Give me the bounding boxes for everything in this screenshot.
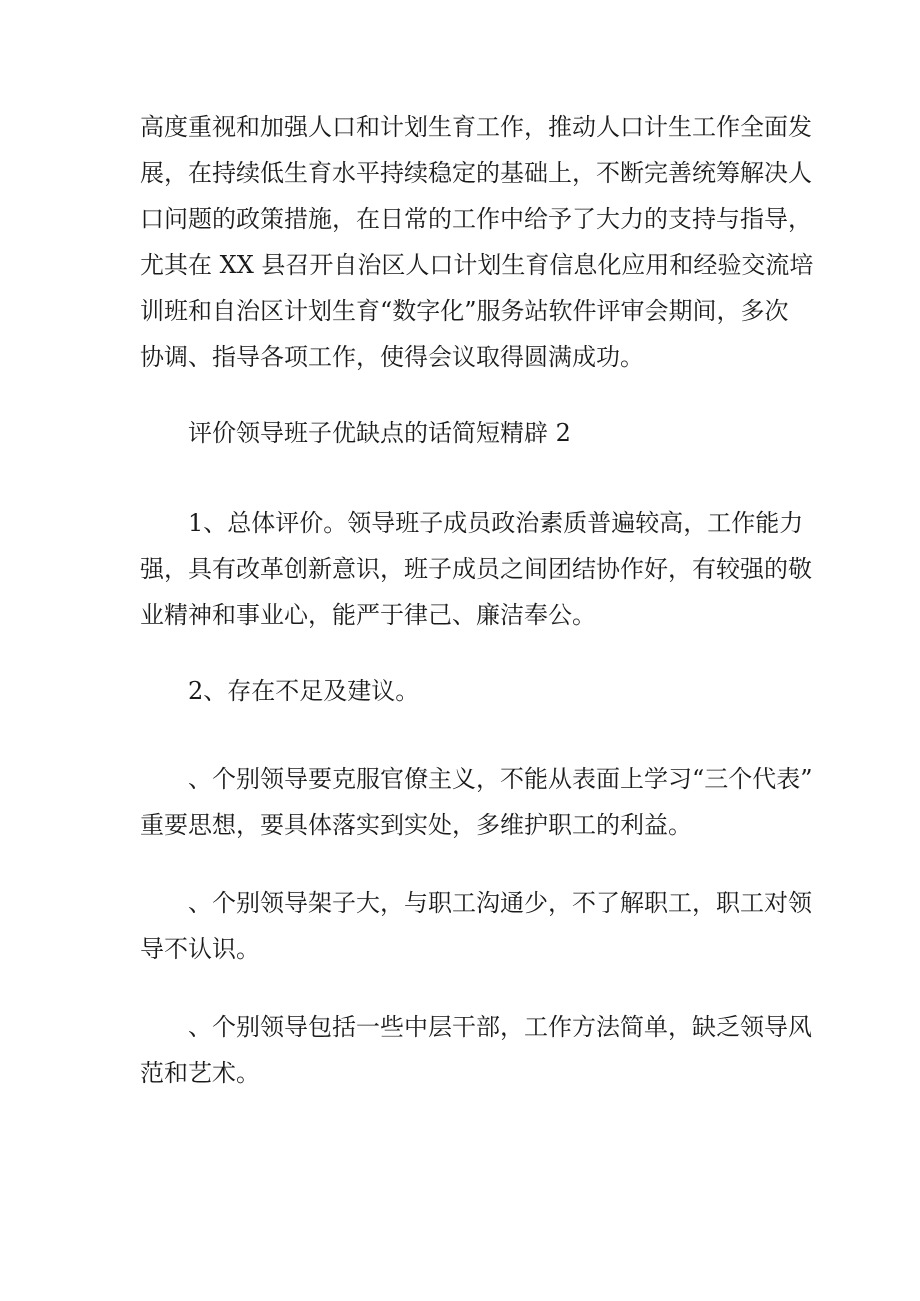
text-line: 强，具有改革创新意识，班子成员之间团结协作好，有较强的敬 <box>140 555 812 583</box>
overall-evaluation-paragraph <box>140 500 812 638</box>
shortcomings-paragraph <box>140 668 790 714</box>
text-line: 、个别领导包括一些中层干部，工作方法简单，缺乏领导风 <box>188 1013 812 1041</box>
section-heading <box>188 410 838 456</box>
text-line: 高度重视和加强人口和计划生育工作，推动人口计生工作全面发 <box>140 113 812 141</box>
bureaucracy-point-paragraph <box>140 756 813 848</box>
text-line: 训班和自治区计划生育“数字化”服务站软件评审会期间，多次 <box>140 297 789 325</box>
text-line: 、个别领导要克服官僚主义，不能从表面上学习“三个代表” <box>188 765 813 793</box>
text-line: 导不认识。 <box>140 935 260 963</box>
text-line: 协调、指导各项工作，使得会议取得圆满成功。 <box>140 343 644 371</box>
text-line: 2、存在不足及建议。 <box>188 677 420 705</box>
attitude-point-paragraph <box>140 880 812 972</box>
text-line: 1、总体评价。领导班子成员政治素质普遍较高，工作能力 <box>188 509 804 537</box>
heading-text: 评价领导班子优缺点的话简短精辟 2 <box>188 419 571 447</box>
text-line: 范和艺术。 <box>140 1059 260 1087</box>
text-line: 展，在持续低生育水平持续稳定的基础上，不断完善统筹解决人 <box>140 159 812 187</box>
intro-paragraph <box>140 104 814 380</box>
text-line: 尤其在 XX 县召开自治区人口计划生育信息化应用和经验交流培 <box>140 251 814 279</box>
text-line: 、个别领导架子大，与职工沟通少，不了解职工，职工对领 <box>188 889 812 917</box>
text-line: 重要思想，要具体落实到实处，多维护职工的利益。 <box>140 811 692 839</box>
text-line: 业精神和事业心，能严于律己、廉洁奉公。 <box>140 601 596 629</box>
methods-point-paragraph <box>140 1004 812 1096</box>
text-line: 口问题的政策措施，在日常的工作中给予了大力的支持与指导， <box>140 205 812 233</box>
